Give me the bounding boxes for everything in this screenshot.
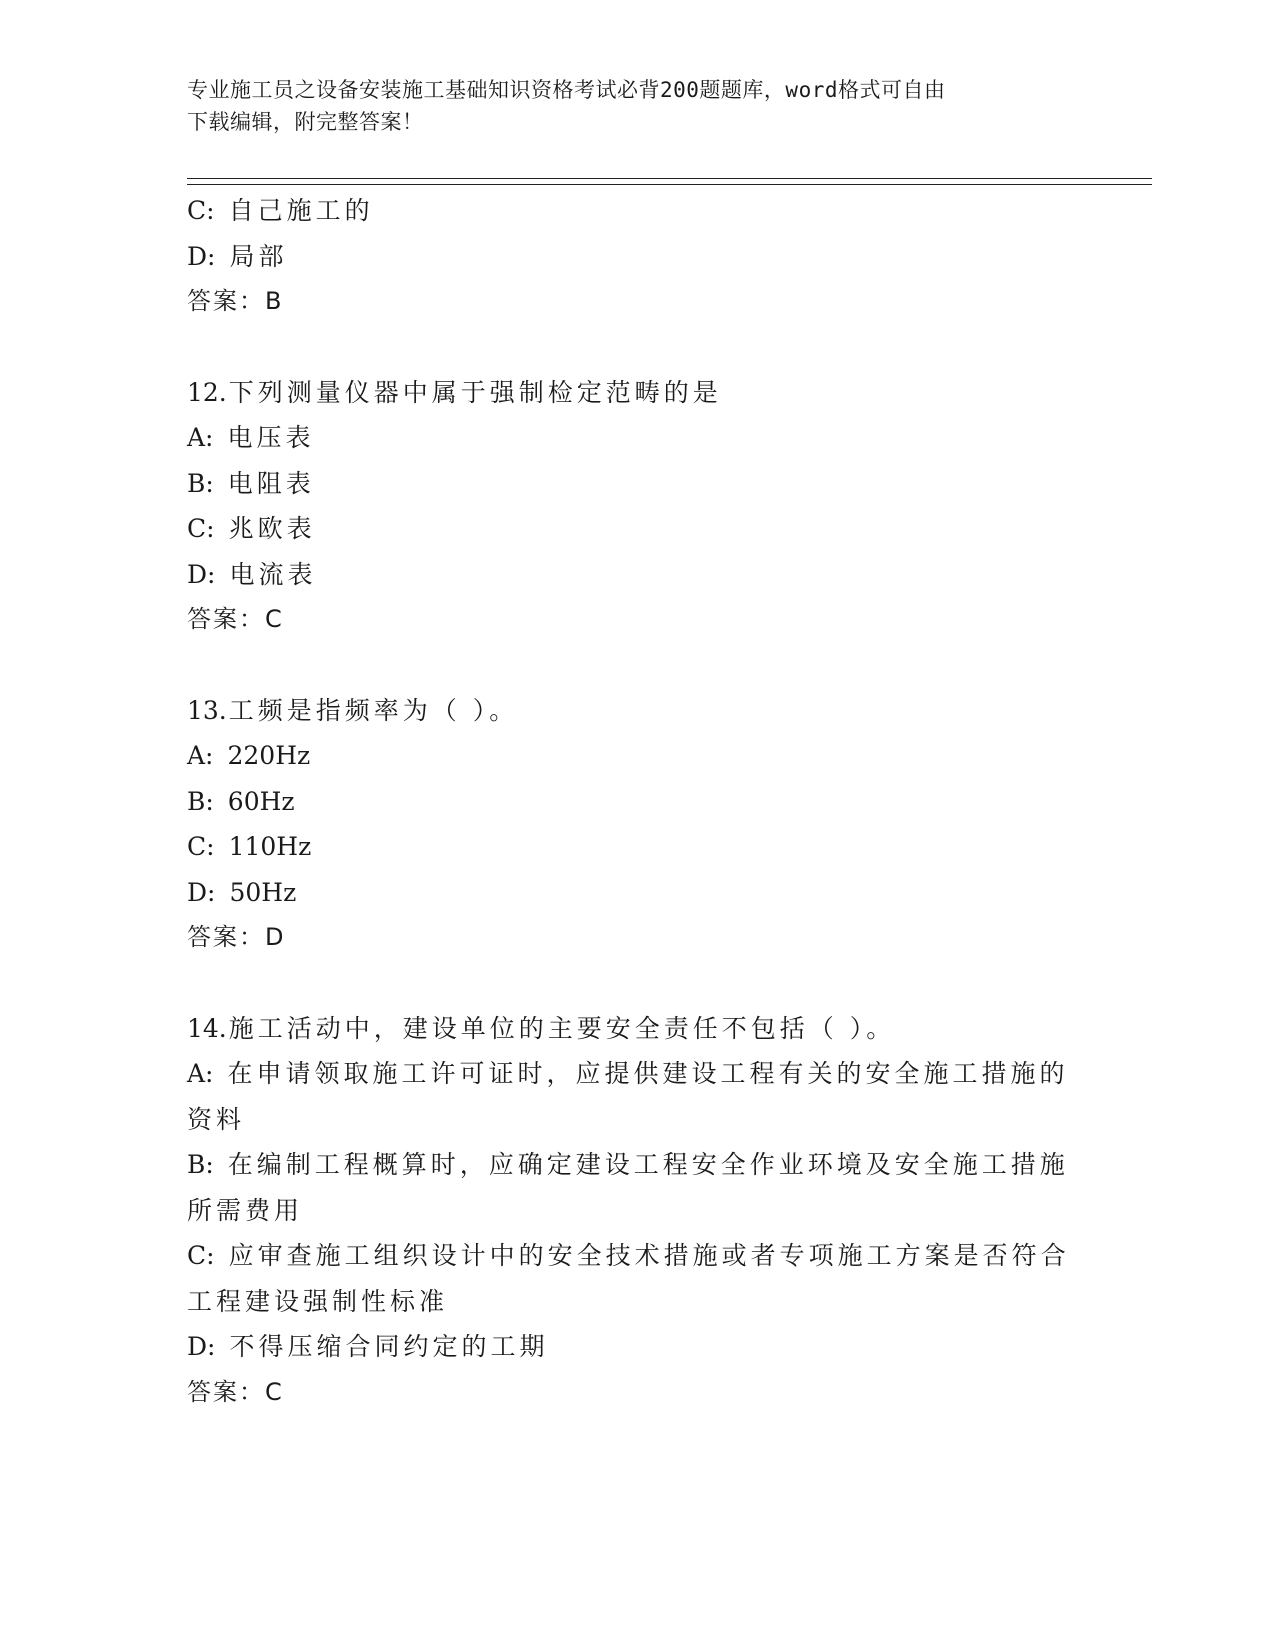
option-label: C: xyxy=(187,832,215,861)
question-number: 13. xyxy=(187,695,227,725)
option-text: 电阻表 xyxy=(227,468,315,498)
option-row xyxy=(187,779,1087,825)
option-label: A: xyxy=(187,423,214,452)
option-text-line-1: 在申请领取施工许可证时，应提供建设工程有关的安全施工措施的 xyxy=(227,1059,1069,1088)
option-text: 自己施工的 xyxy=(228,196,374,225)
option-text: 220Hz xyxy=(227,741,311,770)
question-text: 下列测量仪器中属于强制检定范畴的是 xyxy=(228,377,722,407)
answer-line: 答案：D xyxy=(187,923,286,951)
option-text-line-2: 资料 xyxy=(187,1104,246,1134)
option-text: 兆欧表 xyxy=(228,514,316,543)
option-text-line-1: 应审查施工组织设计中的安全技术措施或者专项施工方案是否符合 xyxy=(228,1241,1070,1270)
question-number: 14. xyxy=(187,1013,227,1043)
question-stem xyxy=(187,688,1087,734)
option-label: B: xyxy=(187,1150,214,1179)
option-label: D: xyxy=(187,241,216,271)
option-label: B: xyxy=(187,468,214,498)
option-text: 50Hz xyxy=(229,877,297,907)
option-row xyxy=(187,1324,1087,1370)
option-row xyxy=(187,1233,1087,1279)
header-line-1: 专业施工员之设备安装施工基础知识资格考试必背200题题库，word格式可自由 xyxy=(187,78,946,102)
header-line-2: 下载编辑，附完整答案！ xyxy=(187,110,424,134)
option-row xyxy=(187,552,1087,598)
answer-line: 答案：C xyxy=(187,605,284,633)
option-label: D: xyxy=(187,559,216,589)
option-label: D: xyxy=(187,877,216,907)
question-stem xyxy=(187,1006,1087,1052)
option-row xyxy=(187,188,1087,234)
answer-line: 答案：B xyxy=(187,287,284,315)
question-text: 施工活动中，建设单位的主要安全责任不包括（ ）。 xyxy=(228,1013,896,1043)
option-label: C: xyxy=(187,1241,215,1270)
option-row xyxy=(187,733,1087,779)
option-row xyxy=(187,1051,1087,1097)
option-label: C: xyxy=(187,196,215,225)
option-label: B: xyxy=(187,786,214,816)
option-row xyxy=(187,824,1087,870)
question-stem xyxy=(187,370,1087,416)
option-text: 110Hz xyxy=(228,832,312,861)
option-row xyxy=(187,461,1087,507)
option-text-line-1: 在编制工程概算时，应确定建设工程安全作业环境及安全施工措施 xyxy=(227,1150,1069,1179)
option-row xyxy=(187,506,1087,552)
option-text: 不得压缩合同约定的工期 xyxy=(229,1332,549,1361)
option-row xyxy=(187,234,1087,280)
question-number: 12. xyxy=(187,377,227,407)
option-row xyxy=(187,415,1087,461)
option-text-line-2: 工程建设强制性标准 xyxy=(187,1286,449,1316)
header-divider-bottom xyxy=(187,184,1152,185)
question-text: 工频是指频率为（ ）。 xyxy=(228,695,519,725)
option-label: A: xyxy=(187,741,214,770)
option-label: C: xyxy=(187,514,215,543)
document-header xyxy=(187,74,1067,138)
header-divider-top xyxy=(187,178,1152,179)
option-text: 电流表 xyxy=(229,559,317,589)
option-text: 局部 xyxy=(229,241,288,271)
option-label: A: xyxy=(187,1059,214,1088)
option-text: 60Hz xyxy=(227,786,295,816)
answer-line: 答案：C xyxy=(187,1377,284,1406)
question-content xyxy=(187,188,1087,1415)
option-row xyxy=(187,870,1087,916)
option-text: 电压表 xyxy=(227,423,315,452)
option-label: D: xyxy=(187,1332,216,1361)
option-row xyxy=(187,1142,1087,1188)
option-text-line-2: 所需费用 xyxy=(187,1195,304,1225)
